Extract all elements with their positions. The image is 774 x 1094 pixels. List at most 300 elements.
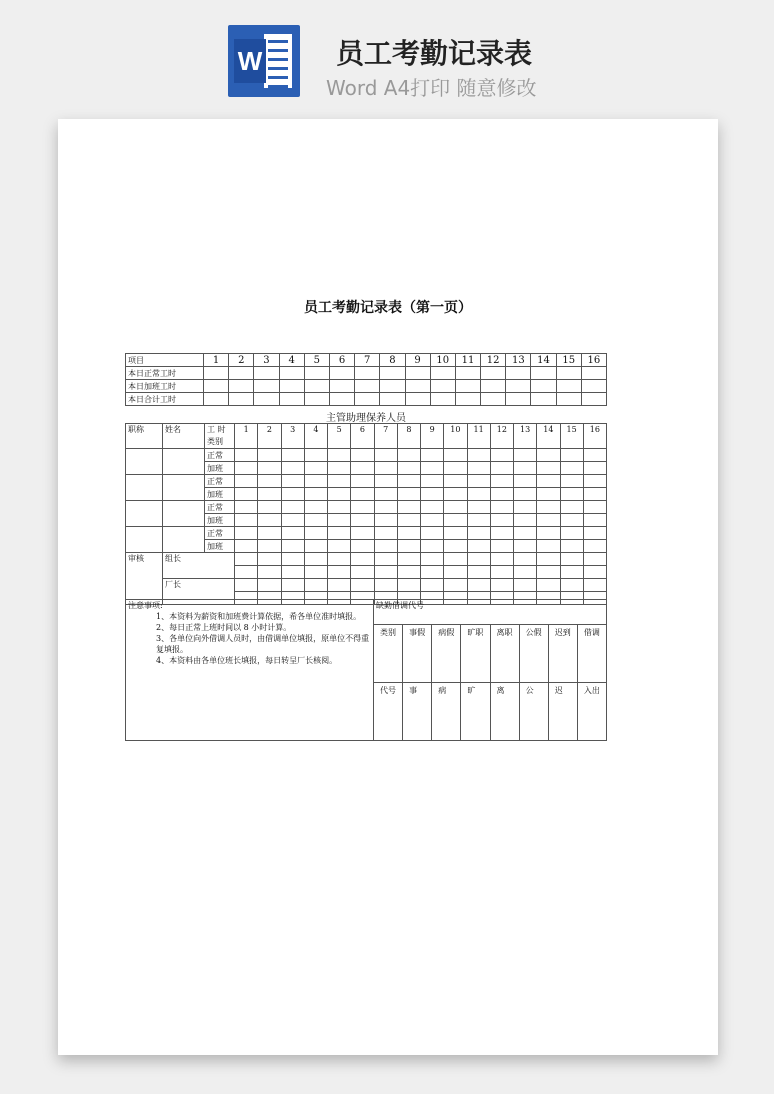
- data-cell: [560, 540, 583, 553]
- day-header: 14: [537, 424, 560, 449]
- data-cell: [490, 579, 513, 592]
- data-cell: [560, 566, 583, 579]
- data-cell: [258, 527, 281, 540]
- row-label: 本日正常工时: [126, 367, 204, 380]
- type-cell: 加班: [205, 540, 235, 553]
- row-label: 本日加班工时: [126, 380, 204, 393]
- section-title: 主管助理保养人员: [326, 413, 406, 424]
- data-cell: [304, 579, 327, 592]
- data-cell: [235, 579, 258, 592]
- data-cell: [351, 475, 374, 488]
- data-cell: [258, 579, 281, 592]
- data-cell: [467, 566, 490, 579]
- data-cell: [281, 475, 304, 488]
- data-cell: [490, 449, 513, 462]
- type-cell: 正常: [205, 501, 235, 514]
- data-cell: [560, 553, 583, 566]
- data-cell: [537, 462, 560, 475]
- data-cell: [258, 553, 281, 566]
- data-cell: [514, 514, 537, 527]
- data-cell: [506, 380, 531, 393]
- data-cell: [506, 367, 531, 380]
- data-cell: [329, 367, 354, 380]
- data-cell: [304, 566, 327, 579]
- data-cell: [444, 527, 467, 540]
- category-cell: 病假: [432, 625, 461, 683]
- data-cell: [281, 527, 304, 540]
- data-cell: [235, 475, 258, 488]
- data-cell: [556, 367, 581, 380]
- day-header: 13: [514, 424, 537, 449]
- code-cell: 事: [403, 683, 432, 741]
- data-cell: [531, 380, 556, 393]
- data-cell: [481, 393, 506, 406]
- data-cell: [481, 380, 506, 393]
- data-cell: [514, 501, 537, 514]
- day-header: 16: [581, 354, 606, 367]
- data-cell: [514, 527, 537, 540]
- data-cell: [229, 380, 254, 393]
- data-cell: [304, 380, 329, 393]
- data-cell: [328, 579, 351, 592]
- data-cell: [583, 501, 606, 514]
- data-cell: [351, 462, 374, 475]
- day-header: 7: [374, 424, 397, 449]
- data-cell: [467, 553, 490, 566]
- data-cell: [374, 449, 397, 462]
- code-cell: 迟: [548, 683, 577, 741]
- data-cell: [421, 566, 444, 579]
- data-cell: [351, 579, 374, 592]
- category-cell: 公假: [519, 625, 548, 683]
- category-cell: 迟到: [548, 625, 577, 683]
- data-cell: [467, 540, 490, 553]
- data-cell: [374, 514, 397, 527]
- data-cell: [374, 462, 397, 475]
- categories-label: 类别: [374, 625, 403, 683]
- day-header: 10: [430, 354, 455, 367]
- day-header: 12: [481, 354, 506, 367]
- page-header: [0, 0, 774, 118]
- data-cell: [351, 540, 374, 553]
- day-header: 16: [583, 424, 606, 449]
- codes-title: 缺勤借调代号: [374, 600, 607, 625]
- data-cell: [328, 527, 351, 540]
- notes-cell: [126, 600, 374, 741]
- day-header: 5: [328, 424, 351, 449]
- data-cell: [279, 367, 304, 380]
- data-cell: [329, 393, 354, 406]
- day-header: 9: [405, 354, 430, 367]
- data-cell: [204, 367, 229, 380]
- data-cell: [583, 475, 606, 488]
- data-cell: [304, 553, 327, 566]
- header-title: 员工考勤记录表: [336, 37, 533, 70]
- data-cell: [380, 393, 405, 406]
- day-header: 1: [204, 354, 229, 367]
- type-cell: 加班: [205, 462, 235, 475]
- data-cell: [281, 488, 304, 501]
- data-cell: [467, 527, 490, 540]
- data-cell: [581, 367, 606, 380]
- data-cell: [421, 553, 444, 566]
- code-cell: 入出: [577, 683, 606, 741]
- data-cell: [514, 475, 537, 488]
- day-header: 5: [304, 354, 329, 367]
- data-cell: [304, 488, 327, 501]
- data-cell: [281, 579, 304, 592]
- data-cell: [583, 514, 606, 527]
- data-cell: [467, 501, 490, 514]
- data-cell: [328, 553, 351, 566]
- note-item: 3、各单位向外借调人员时，由借调单位填报，原单位不得重复填报。: [156, 634, 370, 654]
- data-cell: [235, 488, 258, 501]
- data-cell: [405, 380, 430, 393]
- header-cell: 项目: [126, 354, 204, 367]
- name-cell: [163, 475, 205, 501]
- data-cell: [421, 514, 444, 527]
- col-position: 职称: [126, 424, 163, 449]
- data-cell: [444, 475, 467, 488]
- document-title: 员工考勤记录表（第一页）: [304, 300, 472, 316]
- data-cell: [514, 540, 537, 553]
- data-cell: [281, 566, 304, 579]
- col-hours-type: 工 时 类别: [205, 424, 235, 449]
- table-row: [126, 393, 607, 406]
- data-cell: [328, 475, 351, 488]
- type-cell: 正常: [205, 449, 235, 462]
- data-cell: [581, 393, 606, 406]
- data-cell: [560, 501, 583, 514]
- data-cell: [583, 553, 606, 566]
- data-cell: [374, 553, 397, 566]
- position-cell: [126, 449, 163, 475]
- day-header: 4: [279, 354, 304, 367]
- data-cell: [281, 501, 304, 514]
- note-item: 4、本资料由各单位班长填报，每日转呈厂长核阅。: [156, 656, 338, 665]
- data-cell: [328, 514, 351, 527]
- data-cell: [444, 579, 467, 592]
- data-cell: [537, 553, 560, 566]
- data-cell: [444, 488, 467, 501]
- data-cell: [490, 527, 513, 540]
- data-cell: [514, 566, 537, 579]
- data-cell: [374, 475, 397, 488]
- data-cell: [351, 527, 374, 540]
- data-cell: [355, 393, 380, 406]
- data-cell: [229, 367, 254, 380]
- data-cell: [397, 462, 420, 475]
- data-cell: [374, 501, 397, 514]
- data-cell: [397, 449, 420, 462]
- day-header: 10: [444, 424, 467, 449]
- day-header: 2: [258, 424, 281, 449]
- data-cell: [397, 566, 420, 579]
- data-cell: [204, 380, 229, 393]
- note-item: 2、每日正常上班时间以 8 小时计算。: [156, 623, 292, 632]
- data-cell: [235, 566, 258, 579]
- data-cell: [397, 501, 420, 514]
- data-cell: [254, 380, 279, 393]
- group-leader-label: 组长: [163, 553, 235, 579]
- data-cell: [304, 540, 327, 553]
- data-cell: [421, 579, 444, 592]
- data-cell: [397, 475, 420, 488]
- data-cell: [581, 380, 606, 393]
- day-header: 11: [467, 424, 490, 449]
- data-cell: [444, 566, 467, 579]
- data-cell: [455, 367, 480, 380]
- category-cell: 旷职: [461, 625, 490, 683]
- type-cell: 加班: [205, 488, 235, 501]
- code-cell: 离: [490, 683, 519, 741]
- data-cell: [514, 488, 537, 501]
- data-cell: [258, 514, 281, 527]
- day-header: 6: [329, 354, 354, 367]
- data-cell: [455, 393, 480, 406]
- data-cell: [490, 566, 513, 579]
- data-cell: [328, 501, 351, 514]
- position-cell: [126, 527, 163, 553]
- day-header: 15: [560, 424, 583, 449]
- data-cell: [374, 488, 397, 501]
- data-cell: [235, 553, 258, 566]
- data-cell: [235, 540, 258, 553]
- data-cell: [421, 462, 444, 475]
- day-header: 3: [254, 354, 279, 367]
- data-cell: [258, 462, 281, 475]
- row-label: 本日合计工时: [126, 393, 204, 406]
- table-row: [126, 380, 607, 393]
- data-cell: [235, 462, 258, 475]
- data-cell: [204, 393, 229, 406]
- data-cell: [397, 540, 420, 553]
- data-cell: [514, 462, 537, 475]
- type-cell: 正常: [205, 527, 235, 540]
- day-header: 1: [235, 424, 258, 449]
- notes-and-codes: [125, 599, 607, 741]
- col-name: 姓名: [163, 424, 205, 449]
- data-cell: [281, 462, 304, 475]
- data-cell: [258, 449, 281, 462]
- data-cell: [514, 553, 537, 566]
- data-cell: [560, 488, 583, 501]
- data-cell: [405, 393, 430, 406]
- table-row: [126, 579, 607, 592]
- data-cell: [254, 367, 279, 380]
- data-cell: [254, 393, 279, 406]
- data-cell: [258, 475, 281, 488]
- type-cell: 加班: [205, 514, 235, 527]
- data-cell: [537, 527, 560, 540]
- data-cell: [328, 449, 351, 462]
- data-cell: [556, 393, 581, 406]
- data-cell: [444, 462, 467, 475]
- data-cell: [374, 566, 397, 579]
- data-cell: [258, 488, 281, 501]
- data-cell: [397, 579, 420, 592]
- day-header: 12: [490, 424, 513, 449]
- category-cell: 离职: [490, 625, 519, 683]
- data-cell: [304, 514, 327, 527]
- day-header: 15: [556, 354, 581, 367]
- data-cell: [235, 501, 258, 514]
- data-cell: [583, 527, 606, 540]
- data-cell: [258, 540, 281, 553]
- data-cell: [421, 540, 444, 553]
- code-cell: 旷: [461, 683, 490, 741]
- data-cell: [397, 553, 420, 566]
- data-cell: [537, 540, 560, 553]
- position-cell: [126, 475, 163, 501]
- data-cell: [380, 380, 405, 393]
- data-cell: [481, 367, 506, 380]
- day-header: 9: [421, 424, 444, 449]
- data-cell: [583, 462, 606, 475]
- data-cell: [374, 579, 397, 592]
- data-cell: [421, 501, 444, 514]
- data-cell: [328, 462, 351, 475]
- data-cell: [397, 488, 420, 501]
- data-cell: [537, 475, 560, 488]
- data-cell: [304, 527, 327, 540]
- data-cell: [380, 367, 405, 380]
- data-cell: [351, 449, 374, 462]
- data-cell: [531, 393, 556, 406]
- data-cell: [279, 380, 304, 393]
- data-cell: [304, 393, 329, 406]
- data-cell: [304, 462, 327, 475]
- position-cell: [126, 501, 163, 527]
- data-cell: [444, 501, 467, 514]
- code-cell: 公: [519, 683, 548, 741]
- data-cell: [444, 449, 467, 462]
- data-cell: [490, 553, 513, 566]
- day-header: 6: [351, 424, 374, 449]
- table-row: [126, 475, 607, 488]
- data-cell: [467, 462, 490, 475]
- data-cell: [444, 540, 467, 553]
- data-cell: [329, 380, 354, 393]
- data-cell: [467, 475, 490, 488]
- data-cell: [560, 462, 583, 475]
- day-header: 8: [397, 424, 420, 449]
- data-cell: [537, 501, 560, 514]
- day-header: 14: [531, 354, 556, 367]
- data-cell: [467, 579, 490, 592]
- data-cell: [560, 514, 583, 527]
- day-header: 4: [304, 424, 327, 449]
- data-cell: [304, 449, 327, 462]
- data-cell: [430, 380, 455, 393]
- day-header: 8: [380, 354, 405, 367]
- data-cell: [351, 488, 374, 501]
- table-row: [126, 553, 607, 566]
- data-cell: [328, 488, 351, 501]
- data-cell: [351, 566, 374, 579]
- data-cell: [560, 527, 583, 540]
- data-cell: [328, 540, 351, 553]
- category-cell: 事假: [403, 625, 432, 683]
- data-cell: [444, 553, 467, 566]
- data-cell: [537, 566, 560, 579]
- table-row: [126, 449, 607, 462]
- data-cell: [258, 501, 281, 514]
- data-cell: [467, 514, 490, 527]
- data-cell: [537, 514, 560, 527]
- word-icon: W: [228, 25, 300, 97]
- audit-label: 审核: [126, 553, 163, 605]
- data-cell: [514, 449, 537, 462]
- document-page: [58, 119, 718, 1055]
- factory-manager-label: 厂长: [163, 579, 235, 605]
- name-cell: [163, 449, 205, 475]
- detail-table: [125, 423, 607, 605]
- data-cell: [537, 449, 560, 462]
- data-cell: [235, 449, 258, 462]
- data-cell: [279, 393, 304, 406]
- category-cell: 借调: [577, 625, 606, 683]
- data-cell: [281, 514, 304, 527]
- table-row: [126, 527, 607, 540]
- data-cell: [421, 475, 444, 488]
- data-cell: [490, 501, 513, 514]
- code-cell: 病: [432, 683, 461, 741]
- data-cell: [490, 462, 513, 475]
- data-cell: [351, 514, 374, 527]
- data-cell: [583, 488, 606, 501]
- data-cell: [281, 540, 304, 553]
- data-cell: [397, 514, 420, 527]
- data-cell: [235, 514, 258, 527]
- type-cell: 正常: [205, 475, 235, 488]
- data-cell: [583, 449, 606, 462]
- data-cell: [467, 449, 490, 462]
- data-cell: [556, 380, 581, 393]
- data-cell: [397, 527, 420, 540]
- data-cell: [490, 488, 513, 501]
- data-cell: [355, 380, 380, 393]
- data-cell: [514, 579, 537, 592]
- day-header: 11: [455, 354, 480, 367]
- data-cell: [355, 367, 380, 380]
- day-header: 2: [229, 354, 254, 367]
- data-cell: [421, 527, 444, 540]
- data-cell: [537, 488, 560, 501]
- data-cell: [560, 579, 583, 592]
- data-cell: [374, 527, 397, 540]
- summary-table: [125, 353, 607, 406]
- data-cell: [281, 553, 304, 566]
- data-cell: [351, 553, 374, 566]
- data-cell: [490, 540, 513, 553]
- data-cell: [351, 501, 374, 514]
- data-cell: [506, 393, 531, 406]
- data-cell: [490, 514, 513, 527]
- table-row: [126, 501, 607, 514]
- day-header: 13: [506, 354, 531, 367]
- data-cell: [430, 367, 455, 380]
- name-cell: [163, 501, 205, 527]
- data-cell: [304, 475, 327, 488]
- day-header: 3: [281, 424, 304, 449]
- notes-title: 注意事项:: [128, 601, 163, 610]
- data-cell: [328, 566, 351, 579]
- data-cell: [258, 566, 281, 579]
- data-cell: [444, 514, 467, 527]
- data-cell: [304, 501, 327, 514]
- data-cell: [583, 566, 606, 579]
